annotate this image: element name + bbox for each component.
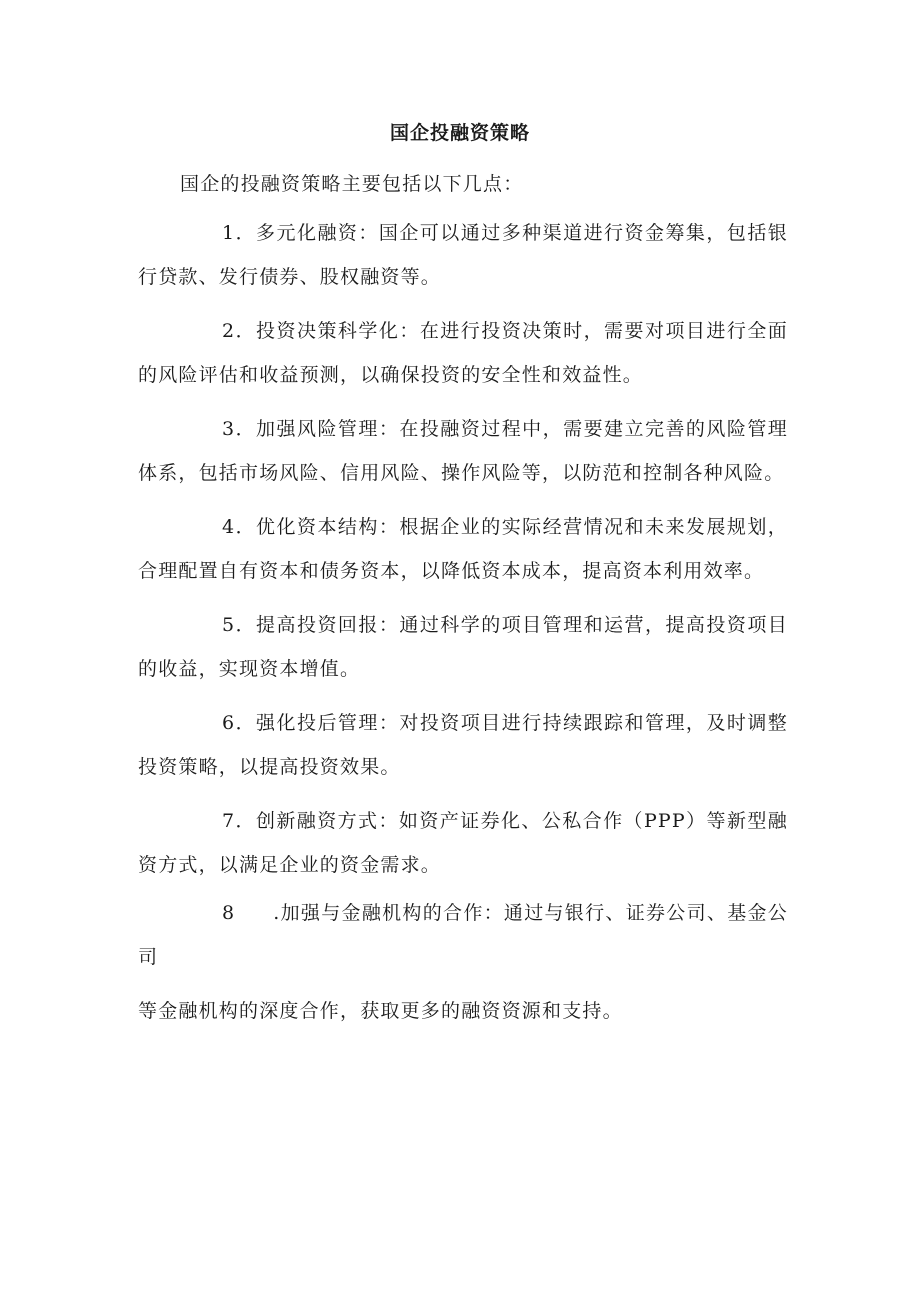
list-item bbox=[138, 309, 788, 397]
list-item bbox=[138, 505, 788, 593]
item-heading: 加强风险管理 bbox=[256, 418, 379, 440]
item-heading: 优化资本结构 bbox=[256, 516, 379, 538]
item-number: 7 bbox=[222, 810, 236, 832]
item-text: ：国企可以通过多种渠道进行资金筹集，包括银行贷款、发行债券、股权融资等。 bbox=[138, 222, 789, 288]
item-separator: ． bbox=[235, 516, 257, 538]
item-separator: ． bbox=[235, 222, 257, 244]
item-number: 5 bbox=[222, 614, 236, 636]
item-text-line1: .加强与金融机构的合作：通过与银行、证券公司、基金公司 bbox=[138, 902, 788, 968]
list-item bbox=[138, 891, 788, 1033]
item-number: 3 bbox=[222, 418, 236, 440]
item-number: 4 bbox=[222, 516, 236, 538]
list-item bbox=[138, 211, 788, 299]
item-text: ：在进行投资决策时，需要对项目进行全面的风险评估和收益预测，以确保投资的安全性和效益性。 bbox=[138, 320, 788, 386]
item-text: ：根据企业的实际经营情况和未来发展规划，合理配置自有资本和债务资本，以降低资本成本，提高资本利用效率。 bbox=[138, 516, 789, 582]
item-number: 6 bbox=[222, 712, 236, 734]
item-heading: 多元化融资 bbox=[256, 222, 359, 244]
item-heading: 强化投后管理 bbox=[256, 712, 379, 734]
item-heading: 投资决策科学化 bbox=[256, 320, 400, 342]
item-heading: 创新融资方式 bbox=[255, 810, 379, 832]
list-item bbox=[138, 799, 788, 887]
intro-paragraph: 国企的投融资策略主要包括以下几点： bbox=[180, 173, 524, 195]
item-heading: 提高投资回报 bbox=[256, 614, 379, 636]
item-separator: ． bbox=[235, 614, 257, 636]
item-text: ：通过科学的项目管理和运营，提高投资项目的收益，实现资本增值。 bbox=[138, 614, 789, 680]
item-text: ：对投资项目进行持续跟踪和管理，及时调整投资策略，以提高投资效果。 bbox=[138, 712, 789, 778]
list-item bbox=[138, 603, 788, 691]
item-number: 1 bbox=[222, 222, 236, 244]
list-item bbox=[138, 407, 788, 495]
item-text-line2: 等金融机构的深度合作，获取更多的融资资源和支持。 bbox=[138, 1000, 623, 1022]
item-number: 8 bbox=[222, 902, 236, 924]
item-text: ：在投融资过程中，需要建立完善的风险管理体系，包括市场风险、信用风险、操作风险等，以防范和控制各种风险。 bbox=[138, 418, 789, 484]
list-item bbox=[138, 701, 788, 789]
item-text: ：如资产证券化、公私合作（PPP）等新型融资方式，以满足企业的资金需求。 bbox=[138, 810, 789, 876]
document-title: 国企投融资策略 bbox=[389, 122, 530, 144]
item-separator: ． bbox=[235, 712, 257, 734]
item-separator: ． bbox=[235, 810, 256, 832]
item-separator: ． bbox=[235, 418, 257, 440]
item-number: 2 bbox=[222, 320, 236, 342]
item-separator: ． bbox=[235, 320, 257, 342]
